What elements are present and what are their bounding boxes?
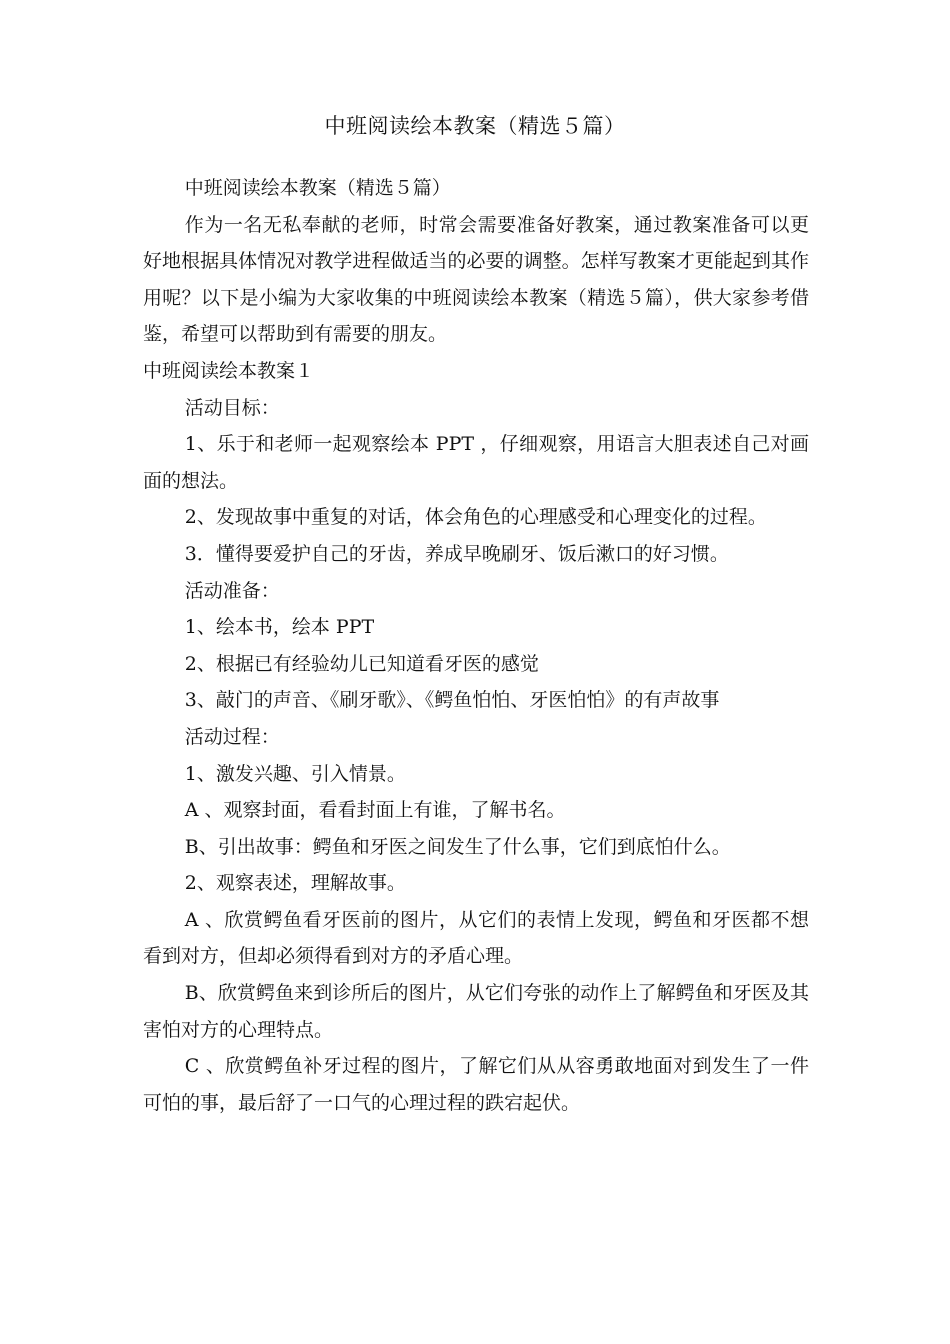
- document-paragraph: 中班阅读绘本教案（精选５篇）: [184, 177, 451, 199]
- document-paragraph: 2、根据已有经验幼儿已知道看牙医的感觉: [184, 652, 539, 675]
- document-paragraph: 活动过程：: [184, 725, 280, 748]
- document-body: [143, 170, 809, 1121]
- document-paragraph: 1、绘本书，绘本 PPT: [184, 616, 375, 639]
- document-paragraph: B、欣赏鳄鱼来到诊所后的图片，从它们夸张的动作上了解鳄鱼和牙医及其害怕对方的心理特点。: [143, 982, 809, 1041]
- document-paragraph: 3、敲门的声音、《刷牙歌》、《鳄鱼怕怕、牙医怕怕》的有声故事: [184, 689, 720, 712]
- document-paragraph: 1、乐于和老师一起观察绘本 PPT ，仔细观察，用语言大胆表述自己对画面的想法。: [143, 433, 809, 492]
- document-paragraph: 3．懂得要爱护自己的牙齿，养成早晚刷牙、饭后漱口的好习惯。: [184, 542, 729, 565]
- document-paragraph: 1、激发兴趣、引入情景。: [184, 762, 406, 785]
- document-paragraph: 作为一名无私奉献的老师，时常会需要准备好教案，通过教案准备可以更好地根据具体情况对教学进程做适当的必要的调整。怎样写教案才更能起到其作用呢？以下是小编为大家收集的中班阅读绘本教案（精选５篇），供大家参考借鉴，希望可以帮助到有需要的朋友。: [143, 213, 809, 346]
- document-paragraph: 活动准备：: [184, 579, 280, 602]
- document-paragraph: A 、观察封面，看看封面上有谁，了解书名。: [184, 799, 566, 822]
- document-paragraph: B、引出故事：鳄鱼和牙医之间发生了什么事，它们到底怕什么。: [184, 835, 731, 858]
- document-title: 中班阅读绘本教案（精选５篇）: [324, 114, 626, 138]
- document-paragraph: 2、观察表述，理解故事。: [184, 872, 406, 895]
- document-paragraph: 2、发现故事中重复的对话，体会角色的心理感受和心理变化的过程。: [184, 506, 767, 529]
- document-paragraph: 活动目标：: [184, 396, 280, 419]
- document-paragraph: C 、欣赏鳄鱼补牙过程的图片，了解它们从从容勇敢地面对到发生了一件可怕的事，最后舒了一口气的心理过程的跌宕起伏。: [143, 1055, 809, 1114]
- document-paragraph: A 、欣赏鳄鱼看牙医前的图片，从它们的表情上发现，鳄鱼和牙医都不想看到对方，但却必须得看到对方的矛盾心理。: [143, 908, 809, 968]
- document-paragraph: 中班阅读绘本教案１: [143, 359, 315, 382]
